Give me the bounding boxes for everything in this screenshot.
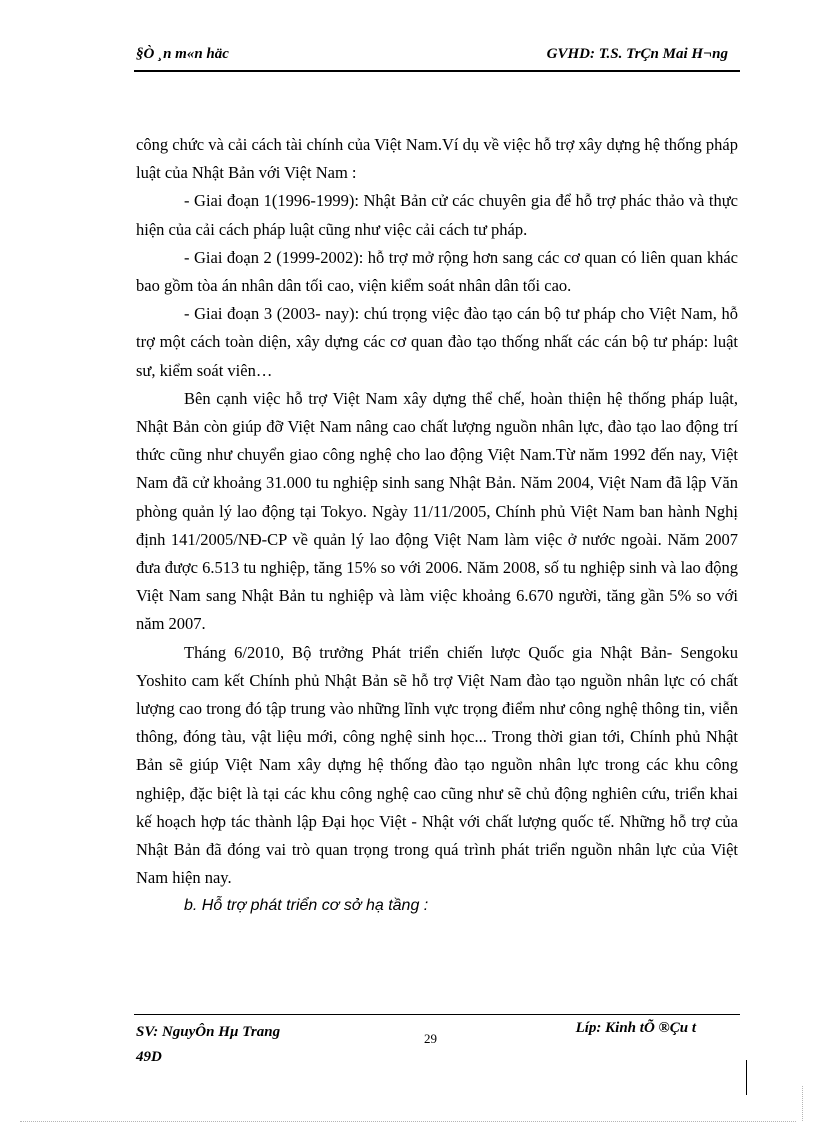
paragraph-hr-training: Tháng 6/2010, Bộ trưởng Phát triển chiến lược Quốc gia Nhật Bản- Sengoku Yoshito cam kết Chính phủ Nhật Bản sẽ hỗ trợ Việt Nam đào tạo nguồn nhân lực có chất lượng cao trong đó tập trung vào những lĩnh vực trọng điểm như công nghệ thông tin, viễn thông, đóng tàu, vật liệu mới, công nghệ sinh học... Trong thời gian tới, Chính phủ Nhật Bản sẽ giúp Việt Nam xây dựng hệ thống đào tạo nguồn nhân lực trong các khu công nghiệp, đặc biệt là tại các khu công nghệ cao cũng như sẽ chủ động nghiên cứu, triển khai kế hoạch hợp tác thành lập Đại học Việt - Nhật với chất lượng quốc tế. Những hỗ trợ của Nhật Bản đã đóng vai trò quan trọng trong quá trình phát triển nguồn nhân lực của Việt Nam hiện nay. (136, 642, 738, 888)
document-body (136, 131, 738, 921)
paragraph-phase-2: - Giai đoạn 2 (1999-2002): hỗ trợ mở rộng hơn sang các cơ quan có liên quan khác bao gồm tòa án nhân dân tối cao, viện kiểm soát nhân dân tối cao. (136, 247, 738, 296)
page-number: 29 (424, 1031, 437, 1046)
section-subheading: b. Hỗ trợ phát triển cơ sở hạ tầng : (184, 897, 429, 915)
page-header (136, 44, 740, 68)
footer-student-class-code: 49D (136, 1049, 162, 1065)
page-edge-horizontal (20, 1121, 796, 1122)
paragraph-phase-3: - Giai đoạn 3 (2003- nay): chú trọng việc đào tạo cán bộ tư pháp cho Việt Nam, hỗ trợ một cách toàn diện, xây dựng các cơ quan đào tạo thống nhất các cán bộ tư pháp: luật sư, kiểm soát viên… (136, 304, 738, 380)
page-edge-vertical (802, 1086, 803, 1121)
footer-student (136, 1020, 356, 1070)
page-frame-edge (746, 1060, 753, 1095)
footer-class: Líp: Kinh tÕ ®Çu t (575, 1020, 696, 1036)
paragraph-phase-1: - Giai đoạn 1(1996-1999): Nhật Bản cử các chuyên gia để hỗ trợ phác thảo và thực hiện của cải cách pháp luật cũng như việc cải cách tư pháp. (136, 191, 738, 239)
header-supervisor: GVHD: T.S. TrÇn Mai H¬ng (546, 46, 728, 62)
footer-divider (134, 1014, 740, 1015)
paragraph-labor-support: Bên cạnh việc hỗ trợ Việt Nam xây dựng thể chế, hoàn thiện hệ thống pháp luật, Nhật Bản còn giúp đỡ Việt Nam nâng cao chất lượng nguồn nhân lực, đào tạo lao động trí thức cũng như chuyển giao công nghệ cho lao động Việt Nam.Từ năm 1992 đến nay, Việt Nam đã cử khoảng 31.000 tu nghiệp sinh sang Nhật Bản. Năm 2004, Việt Nam đã lập Văn phòng quản lý lao động tại Tokyo. Ngày 11/11/2005, Chính phủ Việt Nam ban hành Nghị định 141/2005/NĐ-CP về quản lý lao động Việt Nam làm việc ở nước ngoài. Năm 2007 đưa được 6.513 tu nghiệp, tăng 15% so với 2006. Năm 2008, số tu nghiệp sinh và lao động Việt Nam sang Nhật Bản tu nghiệp và làm việc khoảng 6.670 người, tăng gần 5% so với năm 2007. (136, 388, 738, 634)
header-course-title: §Ò ¸n m«n häc (136, 46, 229, 62)
paragraph-intro: công chức và cải cách tài chính của Việt Nam.Ví dụ về việc hỗ trợ xây dựng hệ thống pháp luật của Nhật Bản với Việt Nam : (136, 135, 738, 183)
header-divider (134, 70, 740, 72)
footer-student-name: SV: NguyÔn Hµ Trang (136, 1024, 281, 1040)
page-footer (136, 1018, 740, 1078)
